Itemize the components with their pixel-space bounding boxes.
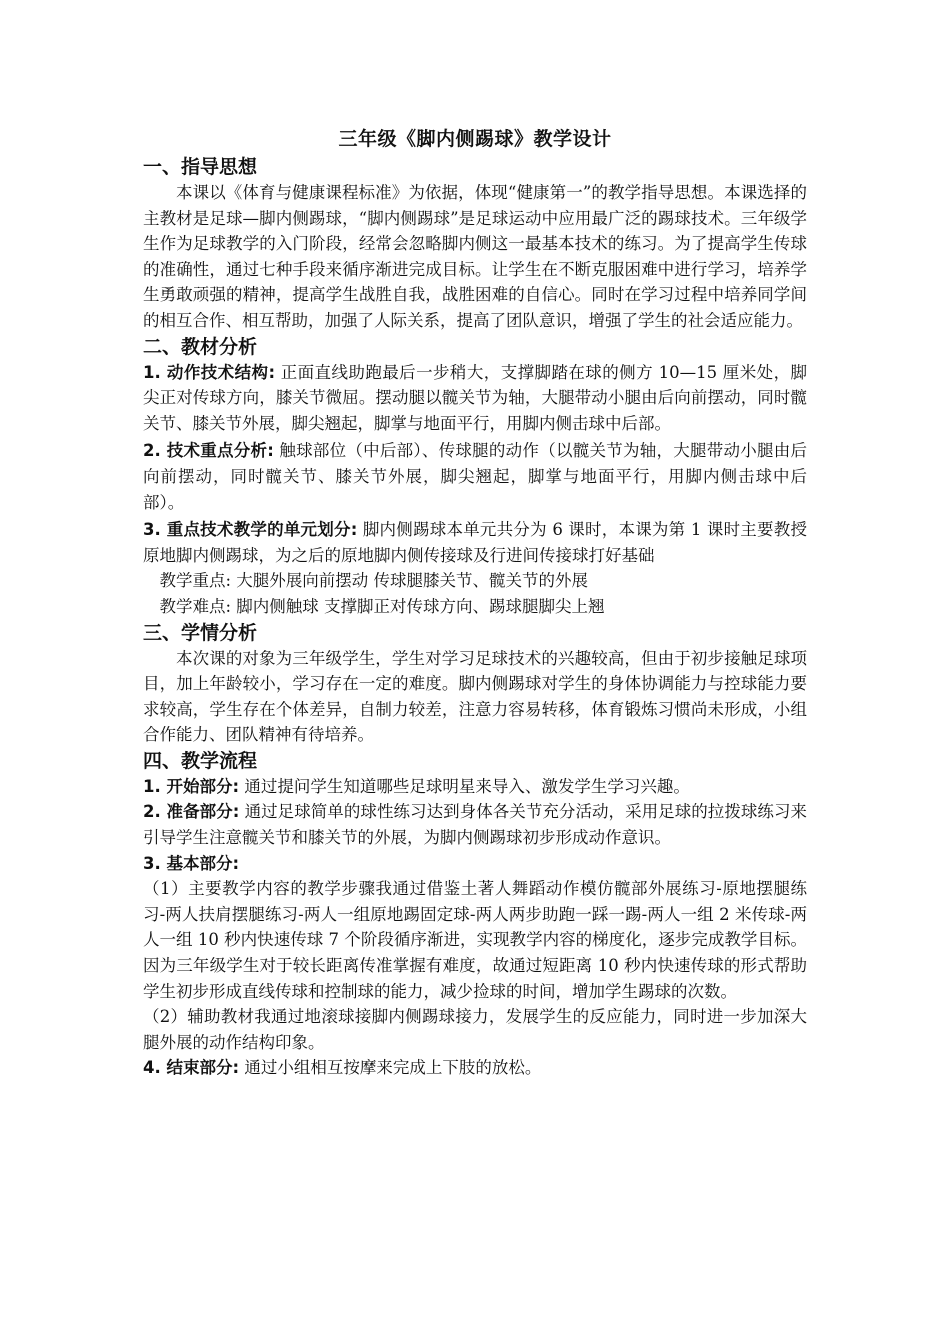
- item-label: 3. 重点技术教学的单元划分:: [143, 520, 358, 540]
- item-label: 2. 准备部分:: [143, 802, 240, 822]
- document-page: [143, 124, 807, 1081]
- section-heading-student-analysis: 三、学情分析: [143, 621, 258, 644]
- student-analysis-paragraph: 本次课的对象为三年级学生，学生对学习足球技术的兴趣较高，但由于初步接触足球项目，加上年龄较小，学习存在一定的难度。脚内侧踢球对学生的身体协调能力与控球能力要求较高，学生存在个体差异，自制力较差，注意力容易转移，体育锻炼习惯尚未形成，小组合作能力、团队精神有待培养。: [143, 648, 807, 745]
- guiding-idea-paragraph: 本课以《体育与健康课程标准》为依据，体现“健康第一”的教学指导思想。本课选择的主教材是足球—脚内侧踢球，“脚内侧踢球”是足球运动中应用最广泛的踢球技术。三年级学生作为足球教学的入门阶段，经常会忽略脚内侧这一最基本技术的练习。为了提高学生传球的准确性，通过七种手段来循序渐进完成目标。让学生在不断克服困难中进行学习，培养学生勇敢顽强的精神，提高学生战胜自我，战胜困难的自信心。同时在学习过程中培养同学间的相互合作、相互帮助，加强了人际关系，提高了团队意识，增强了学生的社会适应能力。: [143, 183, 807, 330]
- section-heading-material-analysis: 二、教材分析: [143, 335, 258, 358]
- process-item-basic: [143, 851, 807, 877]
- material-item-technique-structure: [143, 360, 807, 437]
- item-text: 正面直线助跑最后一步稍大，支撑脚踏在球的侧方 10—15 厘米处，脚尖正对传球方向，膝关节微屈。摆动腿以髋关节为轴，大腿带动小腿由后向前摆动，同时髋关节、膝关节外展，脚尖翘起，脚掌与地面平行，用脚内侧击球中后部。: [143, 362, 807, 433]
- item-text: 通过提问学生知道哪些足球明星来导入、激发学生学习兴趣。: [239, 776, 690, 796]
- item-text: 通过小组相互按摩来完成上下肢的放松。: [239, 1058, 542, 1078]
- basic-part-main-content: （1）主要教学内容的教学步骤我通过借鉴土著人舞蹈动作模仿髋部外展练习-原地摆腿练习-两人扶肩摆腿练习-两人一组原地踢固定球-两人两步助跑一踩一踢-两人一组 2 米传球-两人一组 10 秒内快速传球 7 个阶段循序渐进，实现教学内容的梯度化，逐步完成教学目标。因为三年级学生对于较长距离传准掌握有难度，故通过短距离 10 秒内快速传球的形式帮助学生初步形成直线传球和控制球的能力，减少捡球的时间，增加学生踢球的次数。: [143, 879, 807, 1001]
- material-item-key-technique: [143, 438, 807, 515]
- process-item-preparation: [143, 799, 807, 850]
- process-item-ending: [143, 1055, 807, 1081]
- teaching-key-point: 教学重点: 大腿外展向前摆动 传球腿膝关节、髋关节的外展: [159, 571, 589, 591]
- item-label: 1. 动作技术结构:: [143, 362, 276, 382]
- item-label: 2. 技术重点分析:: [143, 441, 274, 461]
- item-label: 1. 开始部分:: [143, 776, 240, 796]
- material-item-unit-division: [143, 517, 807, 568]
- basic-part-auxiliary-content: （2）辅助教材我通过地滚球接脚内侧踢球接力，发展学生的反应能力，同时进一步加深大腿外展的动作结构印象。: [143, 1007, 807, 1052]
- item-text: 脚内侧踢球本单元共分为 6 课时，本课为第 1 课时主要教授原地脚内侧踢球，为之后的原地脚内侧传接球及行进间传接球打好基础: [143, 520, 807, 565]
- item-text: 触球部位（中后部）、传球腿的动作（以髋关节为轴，大腿带动小腿由后向前摆动，同时髋关节、膝关节外展，脚尖翘起，脚掌与地面平行，用脚内侧击球中后部）。: [143, 441, 807, 512]
- process-item-opening: [143, 774, 807, 800]
- item-label: 3. 基本部分:: [143, 853, 240, 873]
- item-text: 通过足球简单的球性练习达到身体各关节充分活动，采用足球的拉拨球练习来引导学生注意髋关节和膝关节的外展，为脚内侧踢球初步形成动作意识。: [143, 802, 808, 848]
- teaching-difficulty: 教学难点: 脚内侧触球 支撑脚正对传球方向、踢球腿脚尖上翘: [159, 596, 605, 616]
- document-title: 三年级《脚内侧踢球》教学设计: [338, 128, 612, 150]
- item-label: 4. 结束部分:: [143, 1058, 240, 1078]
- section-heading-teaching-process: 四、教学流程: [143, 749, 258, 772]
- section-heading-guiding-idea: 一、指导思想: [143, 156, 258, 178]
